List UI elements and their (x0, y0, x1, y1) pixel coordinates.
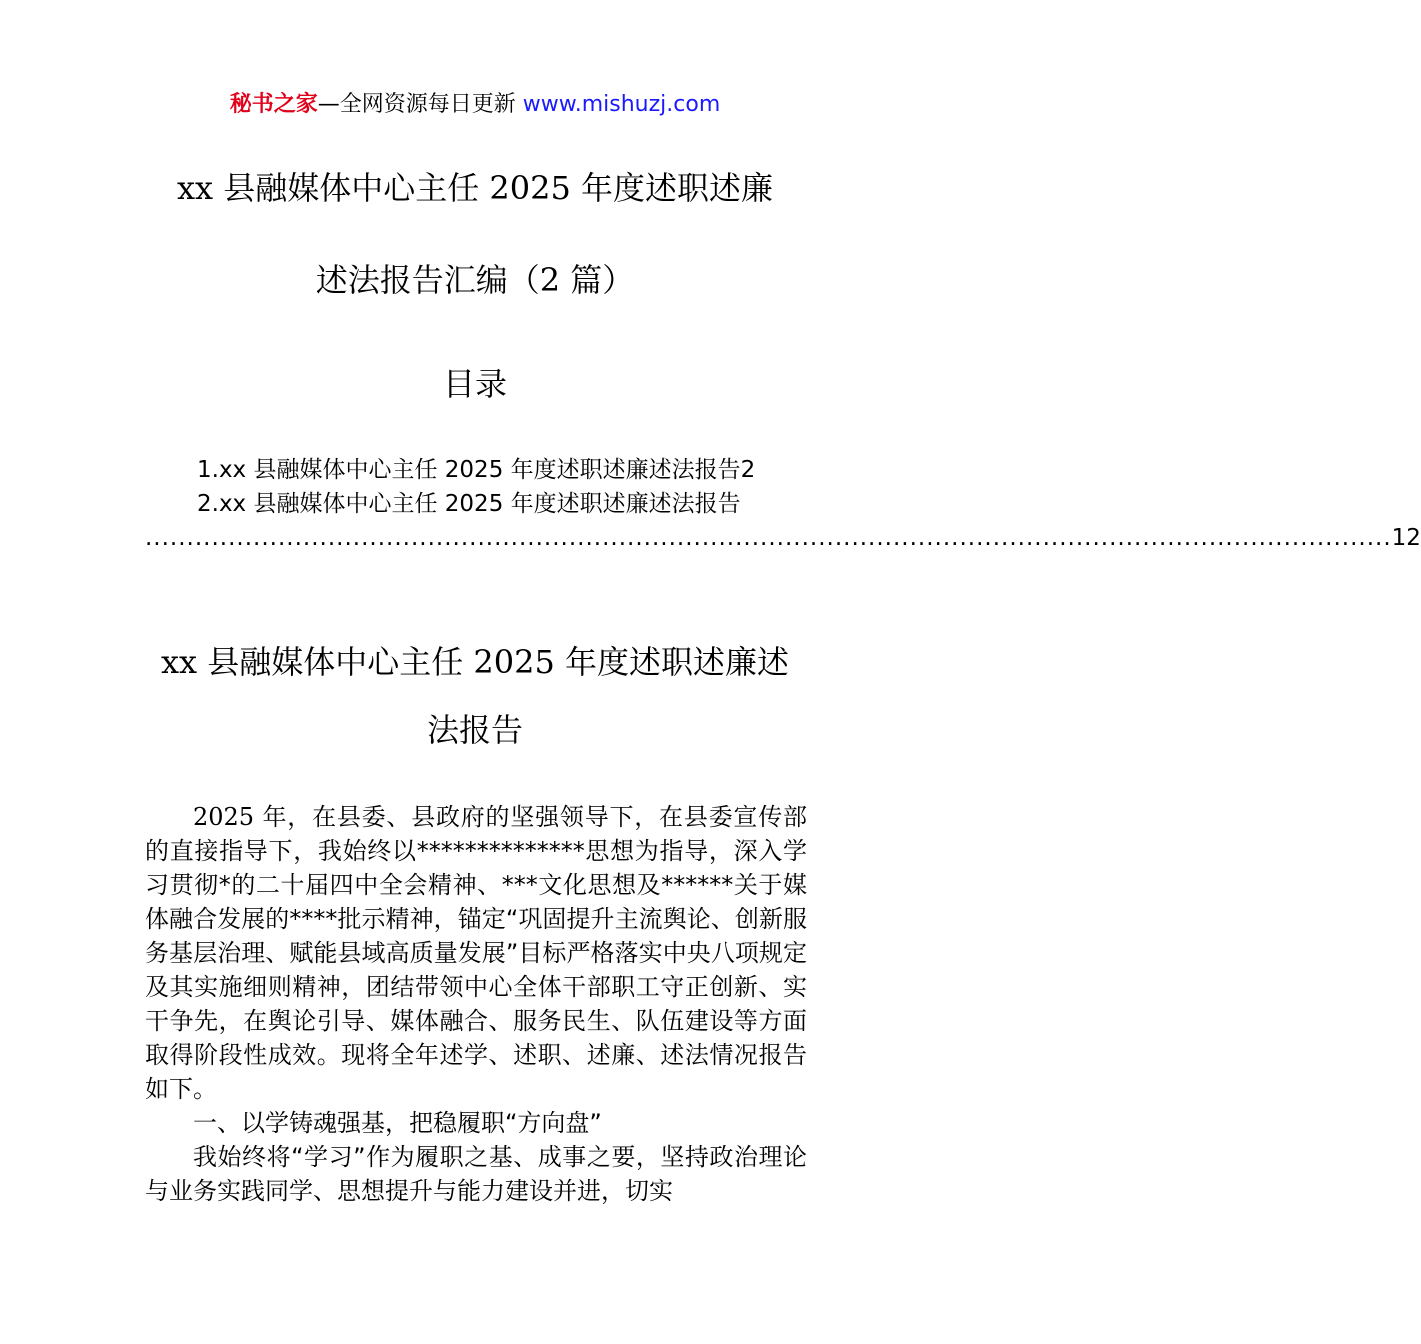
title-count: 2 (539, 261, 561, 299)
banner-tagline: —全网资源每日更新 (317, 92, 523, 117)
report-title-line2: 法报告 (426, 711, 523, 749)
toc-dot-leader: ...................................................................................................................................................... (145, 525, 1392, 551)
site-banner (0, 88, 950, 122)
intro-paragraph (145, 800, 807, 1106)
title-text: 篇） (560, 261, 635, 299)
toc-entry-2-leader[interactable] (145, 520, 1421, 556)
report-title-year: 2025 (473, 643, 555, 681)
toc-page-number: 12 (1391, 525, 1421, 551)
banner-brand: 秘书之家 (229, 92, 318, 117)
collection-title-line2 (0, 258, 950, 302)
collection-title-line1 (0, 166, 950, 210)
toc-heading: 目录 (442, 365, 507, 403)
report-title-line1 (0, 640, 950, 684)
title-text: 述法报告汇编（ (315, 261, 540, 299)
toc-entry-1[interactable]: 1.xx 县融媒体中心主任 2025 年度述职述廉述法报告2 (197, 457, 756, 483)
title-year: 2025 (489, 169, 571, 207)
title-text: 年度述职述廉 (570, 169, 774, 207)
intro-year: 2025 (193, 803, 255, 831)
report-title-text: 县融媒体中心主任 (197, 643, 474, 681)
section-1-heading: 一、以学铸魂强基，把稳履职“方向盘” (193, 1109, 602, 1137)
intro-text: 年，在县委、县政府的坚强领导下，在县委宣传部的直接指导下，我始终以**************思想为指导，深入学习贯彻*的二十届四中全会精神、***文化思想及******关于媒体融合发展的****批示精神，锚定“巩固提升主流舆论、创新服务基层治理、赋能县域高质量发展”目标严格落实中央八项规定及其实施细则精神，团结带领中心全体干部职工守正创新、实干争先，在舆论引导、媒体融合、服务民生、队伍建设等方面取得阶段性成效。现将全年述学、述职、述廉、述法情况报告如下。 (145, 803, 807, 1103)
report-title-prefix: xx (160, 643, 198, 681)
report-body (145, 800, 807, 1208)
title-text: 县融媒体中心主任 (213, 169, 490, 207)
title-prefix: xx (176, 169, 214, 207)
report-title-text: 年度述职述廉述 (554, 643, 790, 681)
toc-entry-2[interactable]: 2.xx 县融媒体中心主任 2025 年度述职述廉述法报告 (197, 491, 741, 517)
banner-url-link[interactable]: www.mishuzj.com (522, 92, 721, 117)
section-1-paragraph: 我始终将“学习”作为履职之基、成事之要，坚持政治理论与业务实践同学、思想提升与能力建设并进，切实 (145, 1143, 807, 1205)
